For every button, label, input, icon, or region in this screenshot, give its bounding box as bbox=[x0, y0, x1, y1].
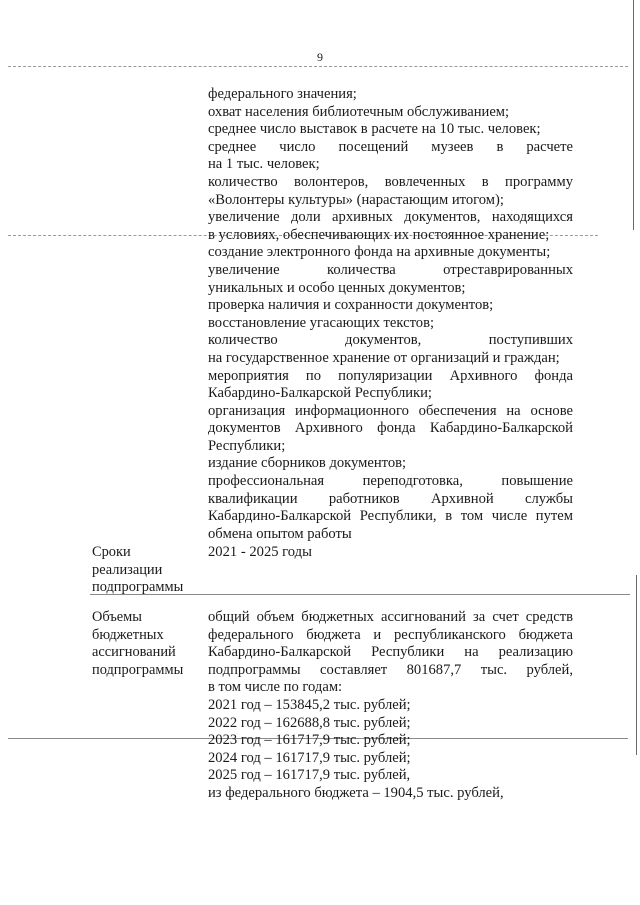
goals-list-line: издание сборников документов; bbox=[208, 455, 407, 472]
budget-value-line: 2021 год – 153845,2 тыс. рублей; bbox=[208, 696, 411, 713]
budget-label-line: Объемы bbox=[92, 609, 142, 625]
terms-value-text: 2021 - 2025 годы bbox=[208, 544, 312, 560]
goals-list-line: квалификации работников Архивной службы bbox=[208, 490, 573, 507]
budget-label-line: бюджетных bbox=[92, 626, 164, 643]
budget-value-line: из федерального бюджета – 1904,5 тыс. рублей, bbox=[208, 784, 504, 801]
terms-label bbox=[92, 544, 202, 597]
goals-list-line: охват населения библиотечным обслуживанием; bbox=[208, 103, 510, 120]
page-edge-bottom bbox=[636, 575, 637, 755]
goals-list-line: в условиях, обеспечивающих их постоянное хранение; bbox=[208, 226, 550, 243]
goals-list-line: профессиональная переподготовка, повышение bbox=[208, 473, 573, 490]
goals-list-line: обмена опытом работы bbox=[208, 525, 352, 542]
terms-label-line: подпрограммы bbox=[92, 579, 184, 596]
goals-list-line: Кабардино-Балкарской Республики; bbox=[208, 385, 432, 402]
budget-value-line: общий объем бюджетных ассигнований за счет средств bbox=[208, 609, 573, 625]
goals-list-line: количество волонтеров, вовлеченных в программу bbox=[208, 173, 573, 190]
goals-list-line: уникальных и особо ценных документов; bbox=[208, 279, 466, 296]
goals-list bbox=[208, 86, 573, 543]
budget-value-line: федерального бюджета и республиканского бюджета bbox=[208, 626, 573, 643]
goals-list-line: на 1 тыс. человек; bbox=[208, 156, 320, 173]
budget-value-line: 2025 год – 161717,9 тыс. рублей, bbox=[208, 767, 411, 784]
goals-list-line: проверка наличия и сохранности документов; bbox=[208, 297, 494, 314]
goals-list-line: среднее число посещений музеев в расчете bbox=[208, 138, 573, 155]
goals-list-line: Республики; bbox=[208, 437, 286, 454]
terms-label-line: реализации bbox=[92, 561, 163, 578]
page-edge-top bbox=[633, 0, 634, 230]
page-number: 9 bbox=[317, 50, 323, 64]
budget-label-line: ассигнований bbox=[92, 644, 176, 661]
budget-value-line: 2022 год – 162688,8 тыс. рублей; bbox=[208, 714, 411, 731]
goals-list-line: мероприятия по популяризации Архивного фонда bbox=[208, 367, 573, 384]
budget-value-line: 2023 год – 161717,9 тыс. рублей; bbox=[208, 732, 411, 749]
goals-list-line: организация информационного обеспечения на основе bbox=[208, 402, 573, 419]
goals-list-line: увеличение количества отреставрированных bbox=[208, 261, 573, 278]
terms-label-line: Сроки bbox=[92, 544, 131, 560]
goals-list-line: среднее число выставок в расчете на 10 тыс. человек; bbox=[208, 121, 541, 138]
goals-list-line: создание электронного фонда на архивные документы; bbox=[208, 244, 551, 261]
budget-value-line: в том числе по годам: bbox=[208, 679, 343, 696]
budget-value bbox=[208, 609, 573, 803]
goals-list-line: на государственное хранение от организаций и граждан; bbox=[208, 349, 560, 366]
goals-list-line: восстановление угасающих текстов; bbox=[208, 314, 435, 331]
goals-list-line: увеличение доли архивных документов, находящихся bbox=[208, 209, 573, 226]
goals-list-line: Кабардино-Балкарской Республики, в том числе путем bbox=[208, 508, 573, 525]
goals-list-line: федерального значения; bbox=[208, 86, 357, 102]
scan-line-top bbox=[8, 66, 628, 67]
budget-value-line: 2024 год – 161717,9 тыс. рублей; bbox=[208, 749, 411, 766]
terms-value bbox=[208, 544, 573, 562]
goals-list-line: количество документов, поступивших bbox=[208, 332, 573, 349]
budget-value-line: Кабардино-Балкарской Республики на реализацию bbox=[208, 644, 573, 661]
budget-label bbox=[92, 609, 202, 679]
budget-value-line: подпрограммы составляет 801687,7 тыс. рублей, bbox=[208, 661, 573, 678]
goals-list-line: «Волонтеры культуры» (нарастающим итогом); bbox=[208, 191, 504, 208]
budget-label-line: подпрограммы bbox=[92, 661, 184, 678]
goals-list-line: документов Архивного фонда Кабардино-Балкарской bbox=[208, 420, 573, 437]
